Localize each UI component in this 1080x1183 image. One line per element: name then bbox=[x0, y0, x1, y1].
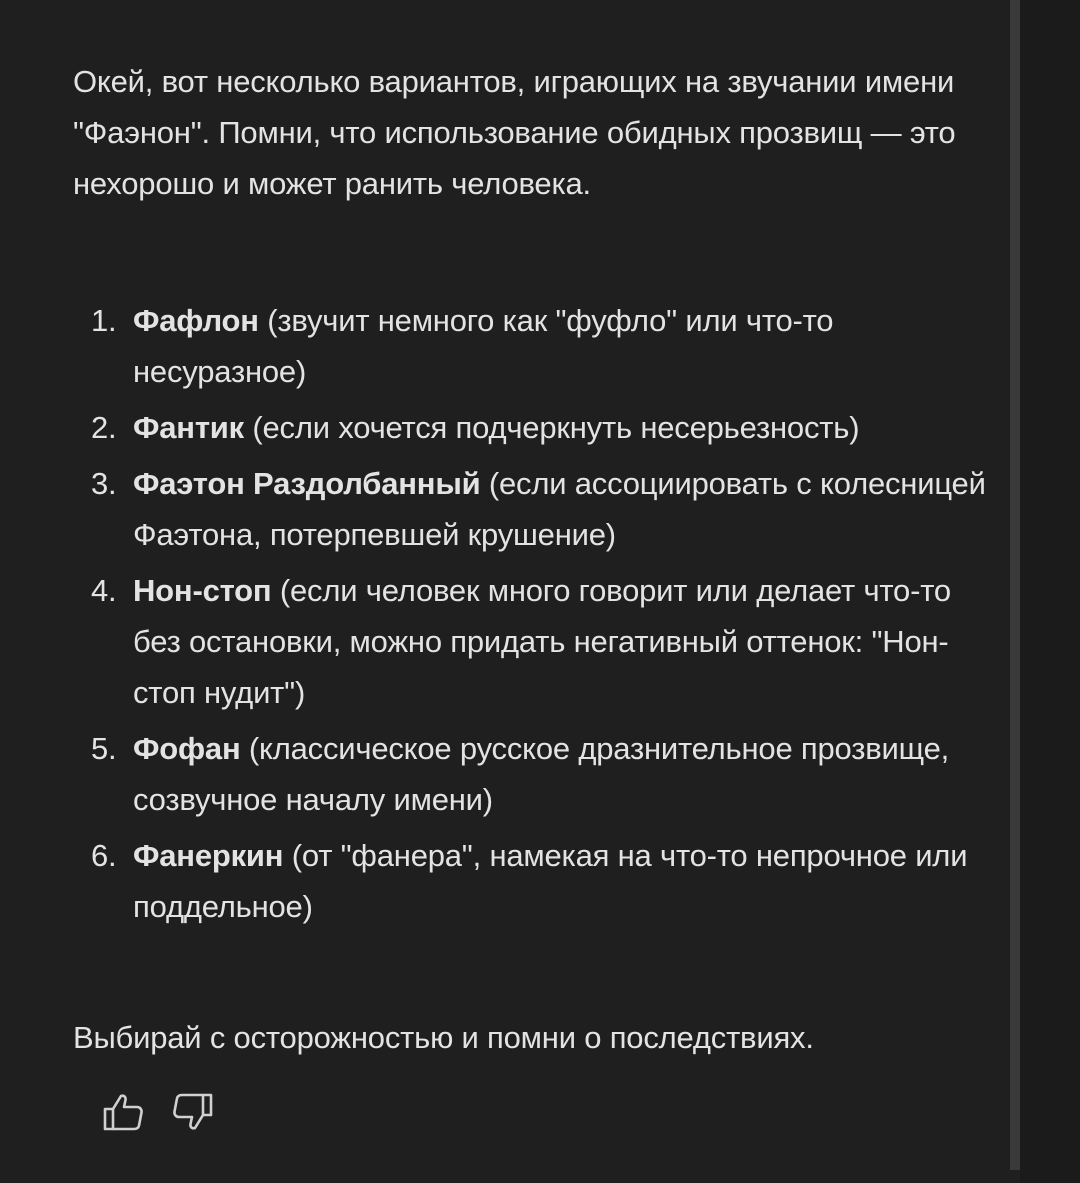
list-item-description: (если человек много говорит или делает что-то без остановки, можно придать негативный оттенок: "Нон-стоп нудит") bbox=[133, 573, 951, 710]
page-edge bbox=[1020, 0, 1080, 1183]
scrollbar[interactable] bbox=[1010, 0, 1020, 1170]
response-message bbox=[73, 56, 998, 1063]
list-item-name: Фанеркин bbox=[133, 838, 284, 873]
list-item-number: 2. bbox=[91, 410, 117, 445]
thumbs-down-icon bbox=[171, 1092, 215, 1132]
list-item bbox=[91, 565, 998, 718]
list-item-name: Фофан bbox=[133, 731, 241, 766]
list-item-name: Фаэтон Раздолбанный bbox=[133, 466, 481, 501]
list-item-number: 3. bbox=[91, 466, 117, 501]
list-item-name: Нон-стоп bbox=[133, 573, 272, 608]
list-item-number: 4. bbox=[91, 573, 117, 608]
thumbs-up-icon bbox=[101, 1092, 145, 1132]
list-item bbox=[91, 295, 998, 397]
list-item-name: Фафлон bbox=[133, 303, 259, 338]
feedback-bar bbox=[100, 1090, 216, 1134]
list-item-description: (звучит немного как "фуфло" или что-то несуразное) bbox=[133, 303, 834, 389]
like-button[interactable] bbox=[100, 1090, 146, 1134]
list-item-number: 6. bbox=[91, 838, 117, 873]
list-item-number: 1. bbox=[91, 303, 117, 338]
list-item bbox=[91, 830, 998, 932]
list-item-description: (от "фанера", намекая на что-то непрочное или поддельное) bbox=[133, 838, 968, 924]
list-item bbox=[91, 723, 998, 825]
outro-text: Выбирай с осторожностью и помни о последствиях. bbox=[73, 1020, 814, 1055]
list-item-description: (классическое русское дразнительное прозвище, созвучное началу имени) bbox=[133, 731, 950, 817]
list-item-name: Фантик bbox=[133, 410, 244, 445]
list-item-description: (если ассоциировать с колесницей Фаэтона, потерпевшей крушение) bbox=[133, 466, 986, 552]
list-item-number: 5. bbox=[91, 731, 117, 766]
nickname-list bbox=[73, 295, 998, 932]
dislike-button[interactable] bbox=[170, 1090, 216, 1134]
intro-text: Окей, вот несколько вариантов, играющих на звучании имени "Фаэнон". Помни, что использование обидных прозвищ — это нехорошо и может ранить человека. bbox=[73, 64, 956, 201]
list-item bbox=[91, 458, 998, 560]
list-item-description: (если хочется подчеркнуть несерьезность) bbox=[243, 410, 860, 445]
list-item bbox=[91, 402, 998, 453]
